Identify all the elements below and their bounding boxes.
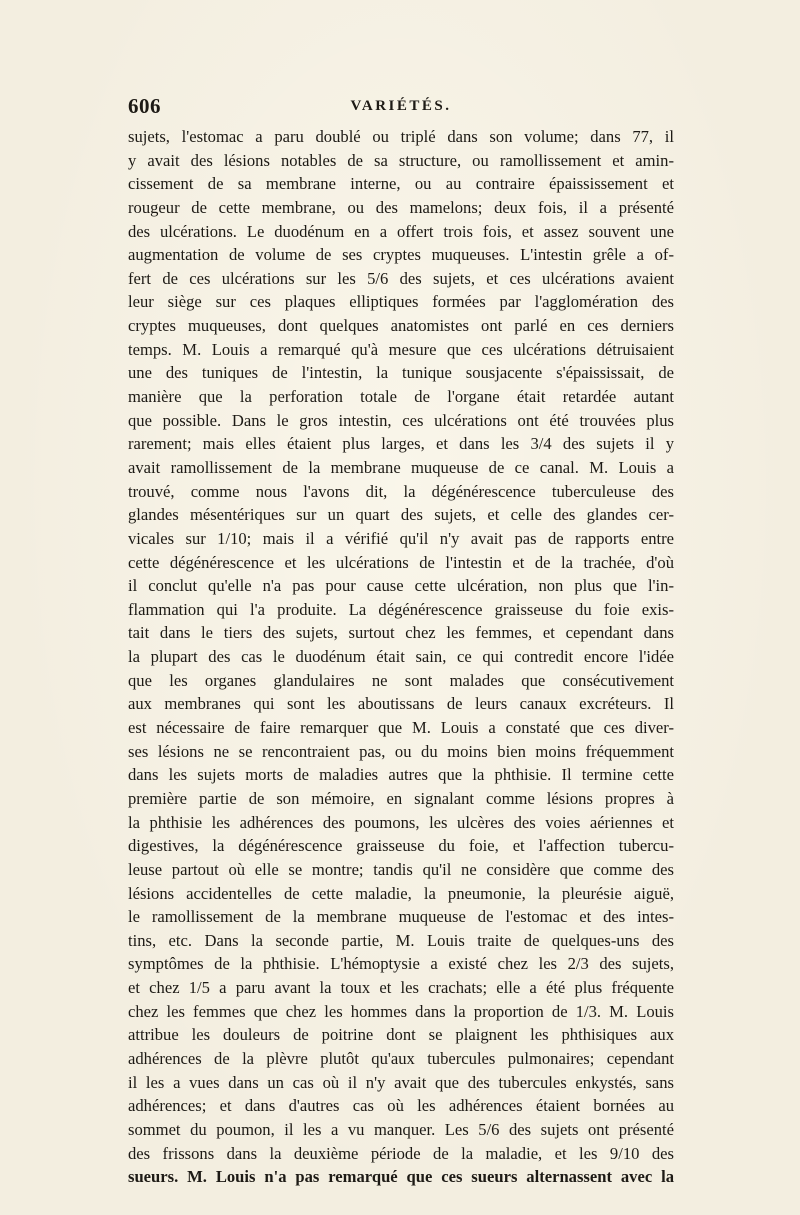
text-line: cette dégénérescence et les ulcérations de l'intestin et de la trachée, d'où: [128, 552, 674, 572]
text-line: rougeur de cette membrane, ou des mamelons; deux fois, il a présenté: [128, 197, 674, 217]
text-line: sueurs. M. Louis n'a pas remarqué que ces sueurs alternassent avec la: [128, 1167, 674, 1187]
text-line: trouvé, comme nous l'avons dit, la dégénérescence tuberculeuse des: [128, 481, 674, 501]
text-line: la plupart des cas le duodénum était sain, ce qui contredit encore l'idée: [128, 647, 674, 667]
body-text: [128, 125, 674, 1189]
text-line: tait dans le tiers des sujets, surtout chez les femmes, et cependant dans: [128, 623, 674, 643]
text-line: temps. M. Louis a remarqué qu'à mesure que ces ulcérations détruisaient: [128, 339, 674, 359]
text-line: adhérences; et dans d'autres cas où les adhérences étaient bornées au: [128, 1096, 674, 1116]
running-head: [128, 94, 674, 124]
text-line: des frissons dans la deuxième période de la maladie, et les 9/10 des: [128, 1143, 674, 1163]
text-line: digestives, la dégénérescence graisseuse du foie, et l'affection tubercu-: [128, 836, 674, 856]
text-line: sujets, l'estomac a paru doublé ou triplé dans son volume; dans 77, il: [128, 127, 674, 146]
text-line: que possible. Dans le gros intestin, ces ulcérations ont été trouvées plus: [128, 410, 674, 430]
text-line: adhérences de la plèvre plutôt qu'aux tubercules pulmonaires; cependant: [128, 1048, 674, 1068]
text-line: il les a vues dans un cas où il n'y avait que des tubercules enkystés, sans: [128, 1072, 674, 1092]
text-line: rarement; mais elles étaient plus larges, et dans les 3/4 des sujets il y: [128, 434, 674, 454]
text-line: cissement de sa membrane interne, ou au contraire épaississement et: [128, 174, 674, 194]
text-line: augmentation de volume de ses cryptes muqueuses. L'intestin grêle a of-: [128, 245, 674, 265]
text-line: est nécessaire de faire remarquer que M. Louis a constaté que ces diver-: [128, 718, 674, 738]
text-line: glandes mésentériques sur un quart des sujets, et celle des glandes cer-: [128, 505, 674, 525]
text-line: avait ramollissement de la membrane muqueuse de ce canal. M. Louis a: [128, 457, 674, 477]
text-line: aux membranes qui sont les aboutissans de leurs canaux excréteurs. Il: [128, 694, 674, 714]
text-line: et chez 1/5 a paru avant la toux et les crachats; elle a été plus fréquente: [128, 978, 674, 998]
text-line: que les organes glandulaires ne sont malades que consécutivement: [128, 670, 674, 690]
text-line: chez les femmes que chez les hommes dans la proportion de 1/3. M. Louis: [128, 1001, 674, 1021]
text-line: lésions accidentelles de cette maladie, la pneumonie, la pleurésie aiguë,: [128, 883, 674, 903]
text-line: leur siège sur ces plaques elliptiques formées par l'agglomération des: [128, 292, 674, 312]
page-number: 606: [128, 94, 161, 118]
text-line: attribue les douleurs de poitrine dont se plaignent les phthisiques aux: [128, 1025, 674, 1045]
text-line: fert de ces ulcérations sur les 5/6 des sujets, et ces ulcérations avaient: [128, 268, 674, 288]
text-line: sommet du poumon, il les a vu manquer. Les 5/6 des sujets ont présenté: [128, 1119, 674, 1139]
text-line: il conclut qu'elle n'a pas pour cause cette ulcération, non plus que l'in-: [128, 576, 674, 596]
text-line: manière que la perforation totale de l'organe était retardée autant: [128, 387, 674, 407]
text-line: dans les sujets morts de maladies autres que la phthisie. Il termine cette: [128, 765, 674, 785]
text-line: une des tuniques de l'intestin, la tunique sousjacente s'épaississait, de: [128, 363, 674, 383]
text-line: la phthisie les adhérences des poumons, les ulcères des voies aériennes et: [128, 812, 674, 832]
text-line: vicales sur 1/10; mais il a vérifié qu'il n'y avait pas de rapports entre: [128, 528, 674, 548]
text-line: le ramollissement de la membrane muqueuse de l'estomac et des intes-: [128, 907, 674, 927]
text-line: ses lésions ne se rencontraient pas, ou du moins bien moins fréquemment: [128, 741, 674, 761]
text-line: y avait des lésions notables de sa structure, ou ramollissement et amin-: [128, 150, 674, 170]
text-line: flammation qui l'a produite. La dégénérescence graisseuse du foie exis-: [128, 599, 674, 619]
section-title: VARIÉTÉS.: [350, 98, 452, 114]
text-line: symptômes de la phthisie. L'hémoptysie a existé chez les 2/3 des sujets,: [128, 954, 674, 974]
text-line: des ulcérations. Le duodénum en a offert trois fois, et assez souvent une: [128, 221, 674, 241]
text-line: tins, etc. Dans la seconde partie, M. Louis traite de quelques-uns des: [128, 930, 674, 950]
text-line: leuse partout où elle se montre; tandis qu'il ne considère que comme des: [128, 859, 674, 879]
text-line: cryptes muqueuses, dont quelques anatomistes ont parlé en ces derniers: [128, 316, 674, 336]
text-line: première partie de son mémoire, en signalant comme lésions propres à: [128, 788, 674, 808]
